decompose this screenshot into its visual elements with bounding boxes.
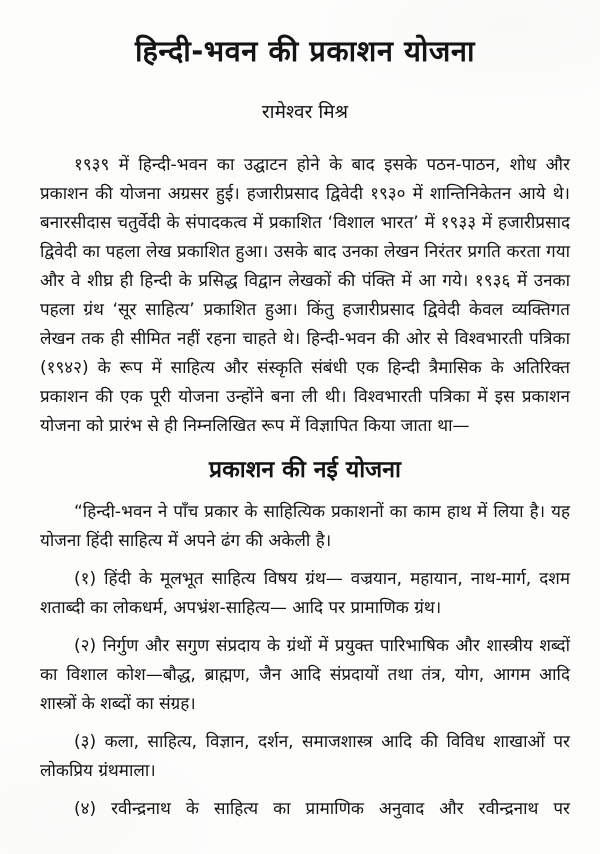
author-name: रामेश्वर मिश्र: [261, 101, 349, 124]
list-item-1: (१) हिंदी के मूलभूत साहित्य विषय ग्रंथ— वज्रयान, महायान, नाथ-मार्ग, दशम शताब्दी का लोकधर्म, अपभ्रंश-साहित्य— आदि पर प्रामाणिक ग्रंथ।: [40, 569, 570, 619]
page-title: हिन्दी-भवन की प्रकाशन योजना: [134, 34, 476, 68]
list-item-4: (४) रवीन्द्रनाथ के साहित्य का प्रामाणिक अनुवाद और रवीन्द्रनाथ पर: [74, 799, 570, 820]
list-item-2: (२) निर्गुण और सगुण संप्रदाय के ग्रंथों में प्रयुक्त पारिभाषिक और शास्त्रीय शब्दों का विशाल कोश—बौद्ध, ब्राह्मण, जैन आदि संप्रदायों तथा तंत्र, योग, आगम आदि शास्त्रों के शब्दों का संग्रह।: [40, 636, 570, 715]
section-heading: प्रकाशन की नई योजना: [209, 457, 401, 484]
section-intro-paragraph: “हिन्दी-भवन ने पाँच प्रकार के साहित्यिक प्रकाशनों का काम हाथ में लिया है। यह योजना हिंदी साहित्य में अपने ढंग की अकेली है।: [40, 502, 570, 552]
intro-paragraph: १९३९ में हिन्दी-भवन का उद्घाटन होने के बाद इसके पठन-पाठन, शोध और प्रकाशन की योजना अग्रसर हुई। हजारीप्रसाद द्विवेदी १९३० में शान्तिनिकेतन आये थे। बनारसीदास चतुर्वेदी के संपादकत्व में प्रकाशित ‘विशाल भारत’ में १९३३ में हजारीप्रसाद द्विवेदी का पहला लेख प्रकाशित हुआ। उसके बाद उनका लेखन निरंतर प्रगति करता गया और वे शीघ्र ही हिन्दी के प्रसिद्ध विद्वान लेखकों की पंक्ति में आ गये। १९३६ में उनका पहला ग्रंथ ‘सूर साहित्य’ प्रकाशित हुआ। किंतु हजारीप्रसाद द्विवेदी केवल व्यक्तिगत लेखन तक ही सीमित नहीं रहना चाहते थे। हिन्दी-भवन की ओर से विश्वभारती पत्रिका (१९४२) के रूप में साहित्य और संस्कृति संबंधी एक हिन्दी त्रैमासिक के अतिरिक्त प्रकाशन की एक पूरी योजना उन्होंने बना ली थी। विश्वभारती पत्रिका में इस प्रकाशन योजना को प्रारंभ से ही निम्नलिखित रूप में विज्ञापित किया जाता था—: [40, 155, 570, 437]
article-body: [40, 151, 570, 824]
list-item-3: (३) कला, साहित्य, विज्ञान, दर्शन, समाजशास्त्र आदि की विविध शाखाओं पर लोकप्रिय ग्रंथमाला।: [40, 732, 570, 782]
